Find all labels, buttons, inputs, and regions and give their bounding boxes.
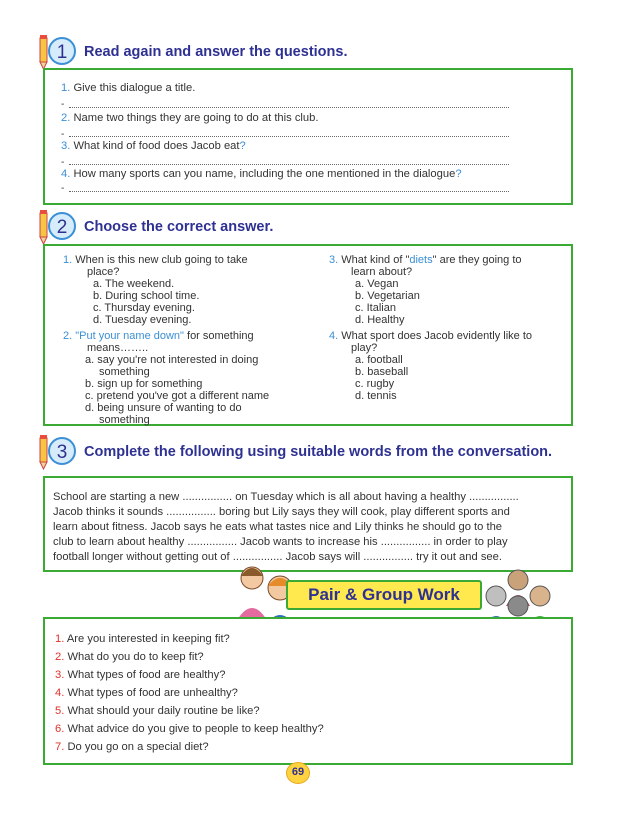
svg-text:1: 1 (56, 42, 68, 63)
pencil-number-icon (36, 32, 80, 72)
mc-question-2: 2. "Put your name down" for something means…….. a. say you're not interested in doing something b. sign up for something c. pretend you've got a different name d. being unsure of wanting to do something (63, 330, 333, 426)
option[interactable]: a. Vegan (355, 278, 399, 290)
discussion-question: 7. Do you go on a special diet? (55, 741, 209, 753)
mc-question-1: 1. When is this new club going to take place? a. The weekend. b. During school time. c. Thursday evening. d. Tuesday evening. (63, 254, 303, 326)
answer-line-2[interactable] (69, 136, 509, 137)
option[interactable]: a. football (355, 354, 403, 366)
option[interactable]: c. pretend you've got a different name (85, 390, 270, 402)
option[interactable]: b. sign up for something (85, 378, 203, 390)
discussion-question: 1. Are you interested in keeping fit? (55, 633, 230, 645)
option[interactable]: d. Tuesday evening. (93, 314, 192, 326)
answer-line-4[interactable] (69, 191, 509, 192)
option[interactable]: b. Vegetarian (355, 290, 420, 302)
option[interactable]: d. being unsure of wanting to do (85, 402, 242, 414)
pair-group-work-banner: Pair & Group Work (286, 580, 482, 610)
option[interactable]: c. Italian (355, 302, 396, 314)
answer-line-1[interactable] (69, 107, 509, 108)
mc-question-4: 4. What sport does Jacob evidently like to play? a. football b. baseball c. rugby d. tennis (329, 330, 569, 402)
svg-text:2: 2 (56, 217, 68, 238)
question-1: 1. Give this dialogue a title. (61, 82, 196, 94)
option[interactable]: a. The weekend. (93, 278, 175, 290)
section-2-header (36, 207, 273, 247)
option[interactable]: b. baseball (355, 366, 409, 378)
discussion-question: 4. What types of food are unhealthy? (55, 687, 238, 699)
option[interactable]: d. tennis (355, 390, 397, 402)
question-4: 4. How many sports can you name, including the one mentioned in the dialogue? (61, 168, 462, 180)
discussion-question: 3. What types of food are healthy? (55, 669, 226, 681)
section-3-title: Complete the following using suitable words from the conversation. (84, 444, 553, 460)
cloze-line: School are starting a new ................ on Tuesday which is all about having a healthy ................ (53, 491, 519, 503)
question-3: 3. What kind of food does Jacob eat? (61, 140, 246, 152)
discussion-question: 6. What advice do you give to people to keep healthy? (55, 723, 324, 735)
cloze-line: learn about fitness. Jacob says he eats what tastes nice and Lily thinks he should go to the (53, 521, 503, 533)
cloze-line: football longer without getting out of ................ Jacob says will ................ try it out and see. (53, 551, 502, 563)
option[interactable]: a. say you're not interested in doing (85, 354, 259, 366)
section-1-box: 1. Give this dialogue a title. - 2. Name two things they are going to do at this club. - 3. What kind of food does Jacob eat? - 4. How many sports can you name, including the one mentioned in the dialogue? - (43, 68, 573, 205)
discussion-question: 2. What do you do to keep fit? (55, 651, 204, 663)
section-2-title: Choose the correct answer. (84, 219, 274, 235)
pencil-number-icon (36, 207, 80, 247)
svg-text:3: 3 (56, 442, 68, 463)
section-3-header (36, 432, 552, 472)
pencil-number-icon (36, 432, 80, 472)
section-3-box (43, 476, 573, 572)
page-number: 69 (286, 762, 310, 784)
cloze-paragraph (53, 490, 567, 565)
option[interactable]: d. Healthy (355, 314, 405, 326)
cloze-line: club to learn about healthy ................ Jacob wants to increase his ................ in order to play (53, 536, 508, 548)
section-2-box (43, 244, 573, 426)
section-1-title: Read again and answer the questions. (84, 44, 348, 60)
option[interactable]: c. Thursday evening. (93, 302, 195, 314)
answer-line-3[interactable] (69, 164, 509, 165)
option[interactable]: b. During school time. (93, 290, 200, 302)
cloze-line: Jacob thinks it sounds ................ boring but Lily says they will cook, play different sports and (53, 506, 510, 518)
pair-work-box (43, 617, 573, 765)
option[interactable]: c. rugby (355, 378, 395, 390)
section-1-header (36, 32, 347, 72)
discussion-question: 5. What should your daily routine be like? (55, 705, 260, 717)
mc-question-3: 3. What kind of "diets" are they going to learn about? a. Vegan b. Vegetarian c. Italian d. Healthy (329, 254, 569, 326)
question-2: 2. Name two things they are going to do at this club. (61, 112, 319, 124)
